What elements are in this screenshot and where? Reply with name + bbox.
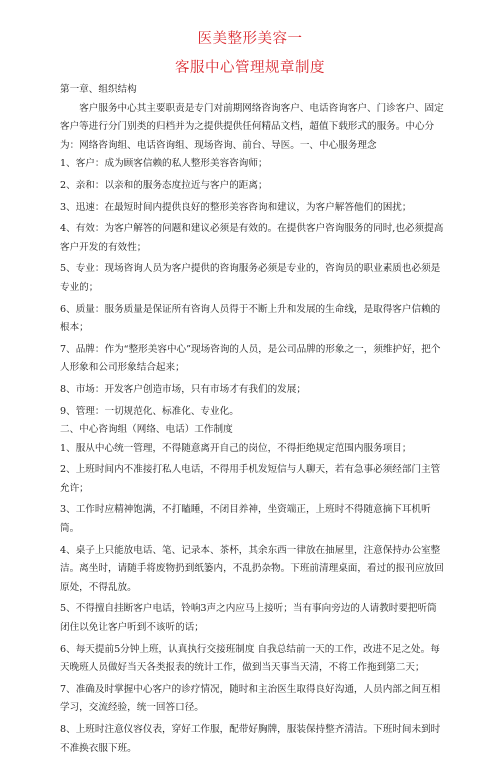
- principle-item-7: 7、品牌：作为“整形美容中心”现场咨询的人员，是公司品牌的形象之一，须维护好，把个人形象和公司形象结合起来；: [60, 343, 441, 374]
- principle-item-8: 8、市场：开发客户创造市场，只有市场才有我们的发展；: [60, 383, 306, 395]
- rule-item-7: 7、准确及时掌握中心客户的诊疗情况，随时和主治医生取得良好沟通，人员内部之间互相学习，交流经验，统一回答口径。: [60, 683, 441, 714]
- document-body: [60, 81, 444, 758]
- principle-item-9: 9、管理：一切规范化、标准化、专业化。: [60, 405, 239, 417]
- rule-item-3: 3、工作时应精神饱满，不打瞌睡，不闭目养神，坐资端正，上班时不得随意摘下耳机听筒。: [60, 504, 431, 535]
- rule-item-8: 8、上班时注意仪容仪表，穿好工作服，配带好胸牌，服装保持整齐清洁。下班时间未到时不准换衣服下班。: [60, 724, 441, 754]
- principle-item-2: 2、亲和：以亲和的服务态度拉近与客户的距离；: [60, 179, 268, 191]
- principle-item-4: 4、有效：为客户解答的问题和建议必须是有效的。在提供客户咨询服务的同时,也必须提高客户开发的有效性；: [60, 223, 444, 253]
- rule-item-4: 4、桌子上只能放电话、笔、记录本、茶杯，其余东西一律放在抽屉里，注意保持办公室整洁。离坐时，请随手将废物扔到纸篓内，不乱扔杂物。下班前清理桌面，看过的报刊应放回原处，不得乱放。: [60, 544, 444, 593]
- principle-item-5: 5、专业：现场咨询人员为客户提供的咨询服务必须是专业的，咨询员的职业素质也必须是专业的；: [60, 263, 441, 293]
- document-title-line-2: 客服中心管理规章制度: [175, 60, 325, 76]
- section-heading-2: 二、中心咨询组（网络、电话）工作制度: [60, 424, 233, 436]
- principle-item-3: 3、迅速：在最短时间内提供良好的整形美容咨询和建议，为客户解答他们的困扰；: [60, 201, 412, 213]
- rule-item-2: 2、上班时间内不准接打私人电话，不得用手机发短信与人聊天，若有急事必须经部门主管允许；: [60, 464, 441, 494]
- intro-paragraph: 客户服务中心其主要职责是专门对前期网络咨询客户、电话咨询客户、门诊客户、固定客户等进行分门别类的归档并为之提供提供任何精品文档，超值下载形式的服务。中心分为：网络咨询组、电话咨询组、现场咨询、前台、导医。一、中心服务理念: [60, 102, 444, 151]
- principle-item-6: 6、质量：服务质量是保证所有咨询人员得于不断上升和发展的生命线，是取得客户信赖的根本；: [60, 303, 441, 334]
- principle-item-1: 1、客户：成为顾客信赖的私人整形美容咨询师；: [60, 158, 268, 170]
- chapter-heading: 第一章、组织结构: [60, 84, 137, 95]
- document-title-line-1: 医美整形美容一: [197, 31, 303, 47]
- rule-item-5: 5、不得擅自挂断客户电话，铃响3声之内应马上接听；当有事向旁边的人请教时要把听筒闭住以免让客户听到不该听的话；: [60, 603, 437, 634]
- rule-item-6: 6、每天提前5分钟上班，认真执行交接班制度 自我总结前一天的工作，改进不足之处。每天晚班人员做好当天各类报表的统计工作，做到当天事当天清，不将工作拖到第二天；: [60, 643, 440, 674]
- rule-item-1: 1、服从中心统一管理，不得随意离开自己的岗位，不得拒绝规定范围内服务项目；: [60, 442, 412, 454]
